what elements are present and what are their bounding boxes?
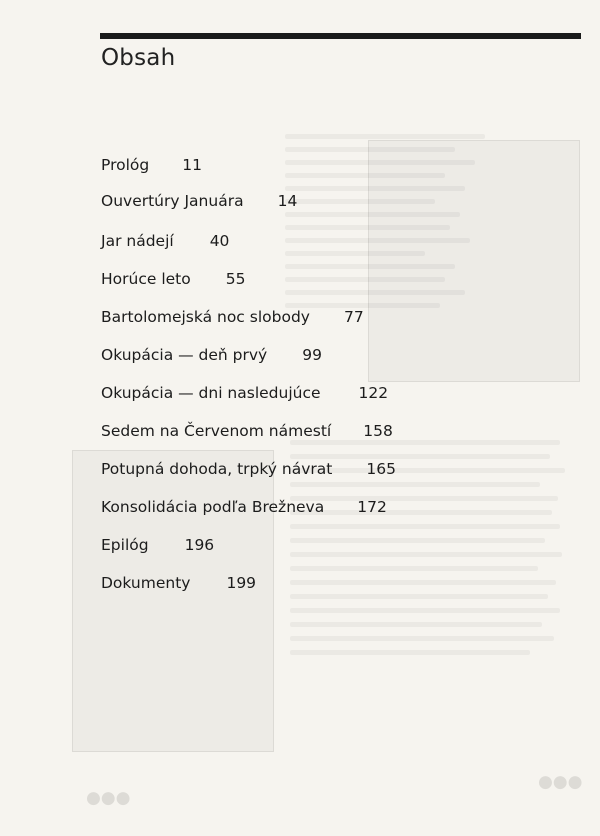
show-through-page-number-right: ●●● bbox=[538, 772, 583, 792]
toc-entry-title: Potupná dohoda, trpký návrat bbox=[101, 460, 333, 478]
toc-entry-title: Prológ bbox=[101, 156, 150, 174]
toc-entry-title: Horúce leto bbox=[101, 270, 191, 288]
toc-entry-page: 199 bbox=[226, 574, 257, 592]
toc-entry-page: 11 bbox=[182, 156, 202, 174]
toc-entry-page: 55 bbox=[225, 270, 246, 288]
toc-entry bbox=[101, 308, 364, 326]
show-through-photo-right bbox=[368, 140, 580, 382]
toc-entry bbox=[101, 270, 245, 288]
show-through-text-block bbox=[285, 130, 575, 770]
toc-entry-page: 196 bbox=[184, 536, 215, 554]
toc-entry-title: Bartolomejská noc slobody bbox=[101, 308, 310, 326]
toc-entry bbox=[101, 460, 396, 478]
toc-entry bbox=[101, 384, 388, 402]
toc-entry bbox=[101, 156, 202, 174]
toc-entry bbox=[101, 536, 214, 554]
page-title: Obsah bbox=[101, 45, 176, 71]
toc-entry-title: Okupácia — dni nasledujúce bbox=[101, 384, 321, 402]
toc-entry bbox=[101, 422, 393, 440]
toc-entry-page: 77 bbox=[343, 308, 364, 326]
toc-entry bbox=[101, 346, 322, 364]
toc-entry-title: Jar nádejí bbox=[101, 232, 174, 250]
toc-entry-page: 165 bbox=[366, 460, 396, 478]
toc-entry-title: Epilóg bbox=[101, 536, 149, 554]
show-through-photo-left bbox=[72, 450, 274, 752]
toc-entry-page: 158 bbox=[363, 422, 393, 440]
top-rule bbox=[100, 33, 581, 39]
toc-entry-page: 99 bbox=[302, 346, 322, 364]
toc-entry-page: 122 bbox=[358, 384, 389, 402]
toc-entry-title: Konsolidácia podľa Brežneva bbox=[101, 498, 325, 516]
show-through-text-block-lower bbox=[290, 440, 570, 770]
toc-entry-title: Ouvertúry Januára bbox=[101, 192, 244, 210]
toc-entry-title: Dokumenty bbox=[101, 574, 191, 592]
toc-entry bbox=[101, 574, 256, 592]
toc-entry-title: Sedem na Červenom námestí bbox=[101, 422, 332, 440]
toc-entry bbox=[101, 498, 387, 516]
show-through-page-number-left: ●●● bbox=[86, 788, 131, 808]
toc-entry-title: Okupácia — deň prvý bbox=[101, 346, 268, 364]
toc-entry-page: 40 bbox=[209, 232, 230, 250]
toc-entry-page: 172 bbox=[357, 498, 387, 516]
toc-entry bbox=[101, 192, 297, 210]
toc-entry-page: 14 bbox=[277, 192, 298, 210]
toc-entry bbox=[101, 232, 229, 250]
